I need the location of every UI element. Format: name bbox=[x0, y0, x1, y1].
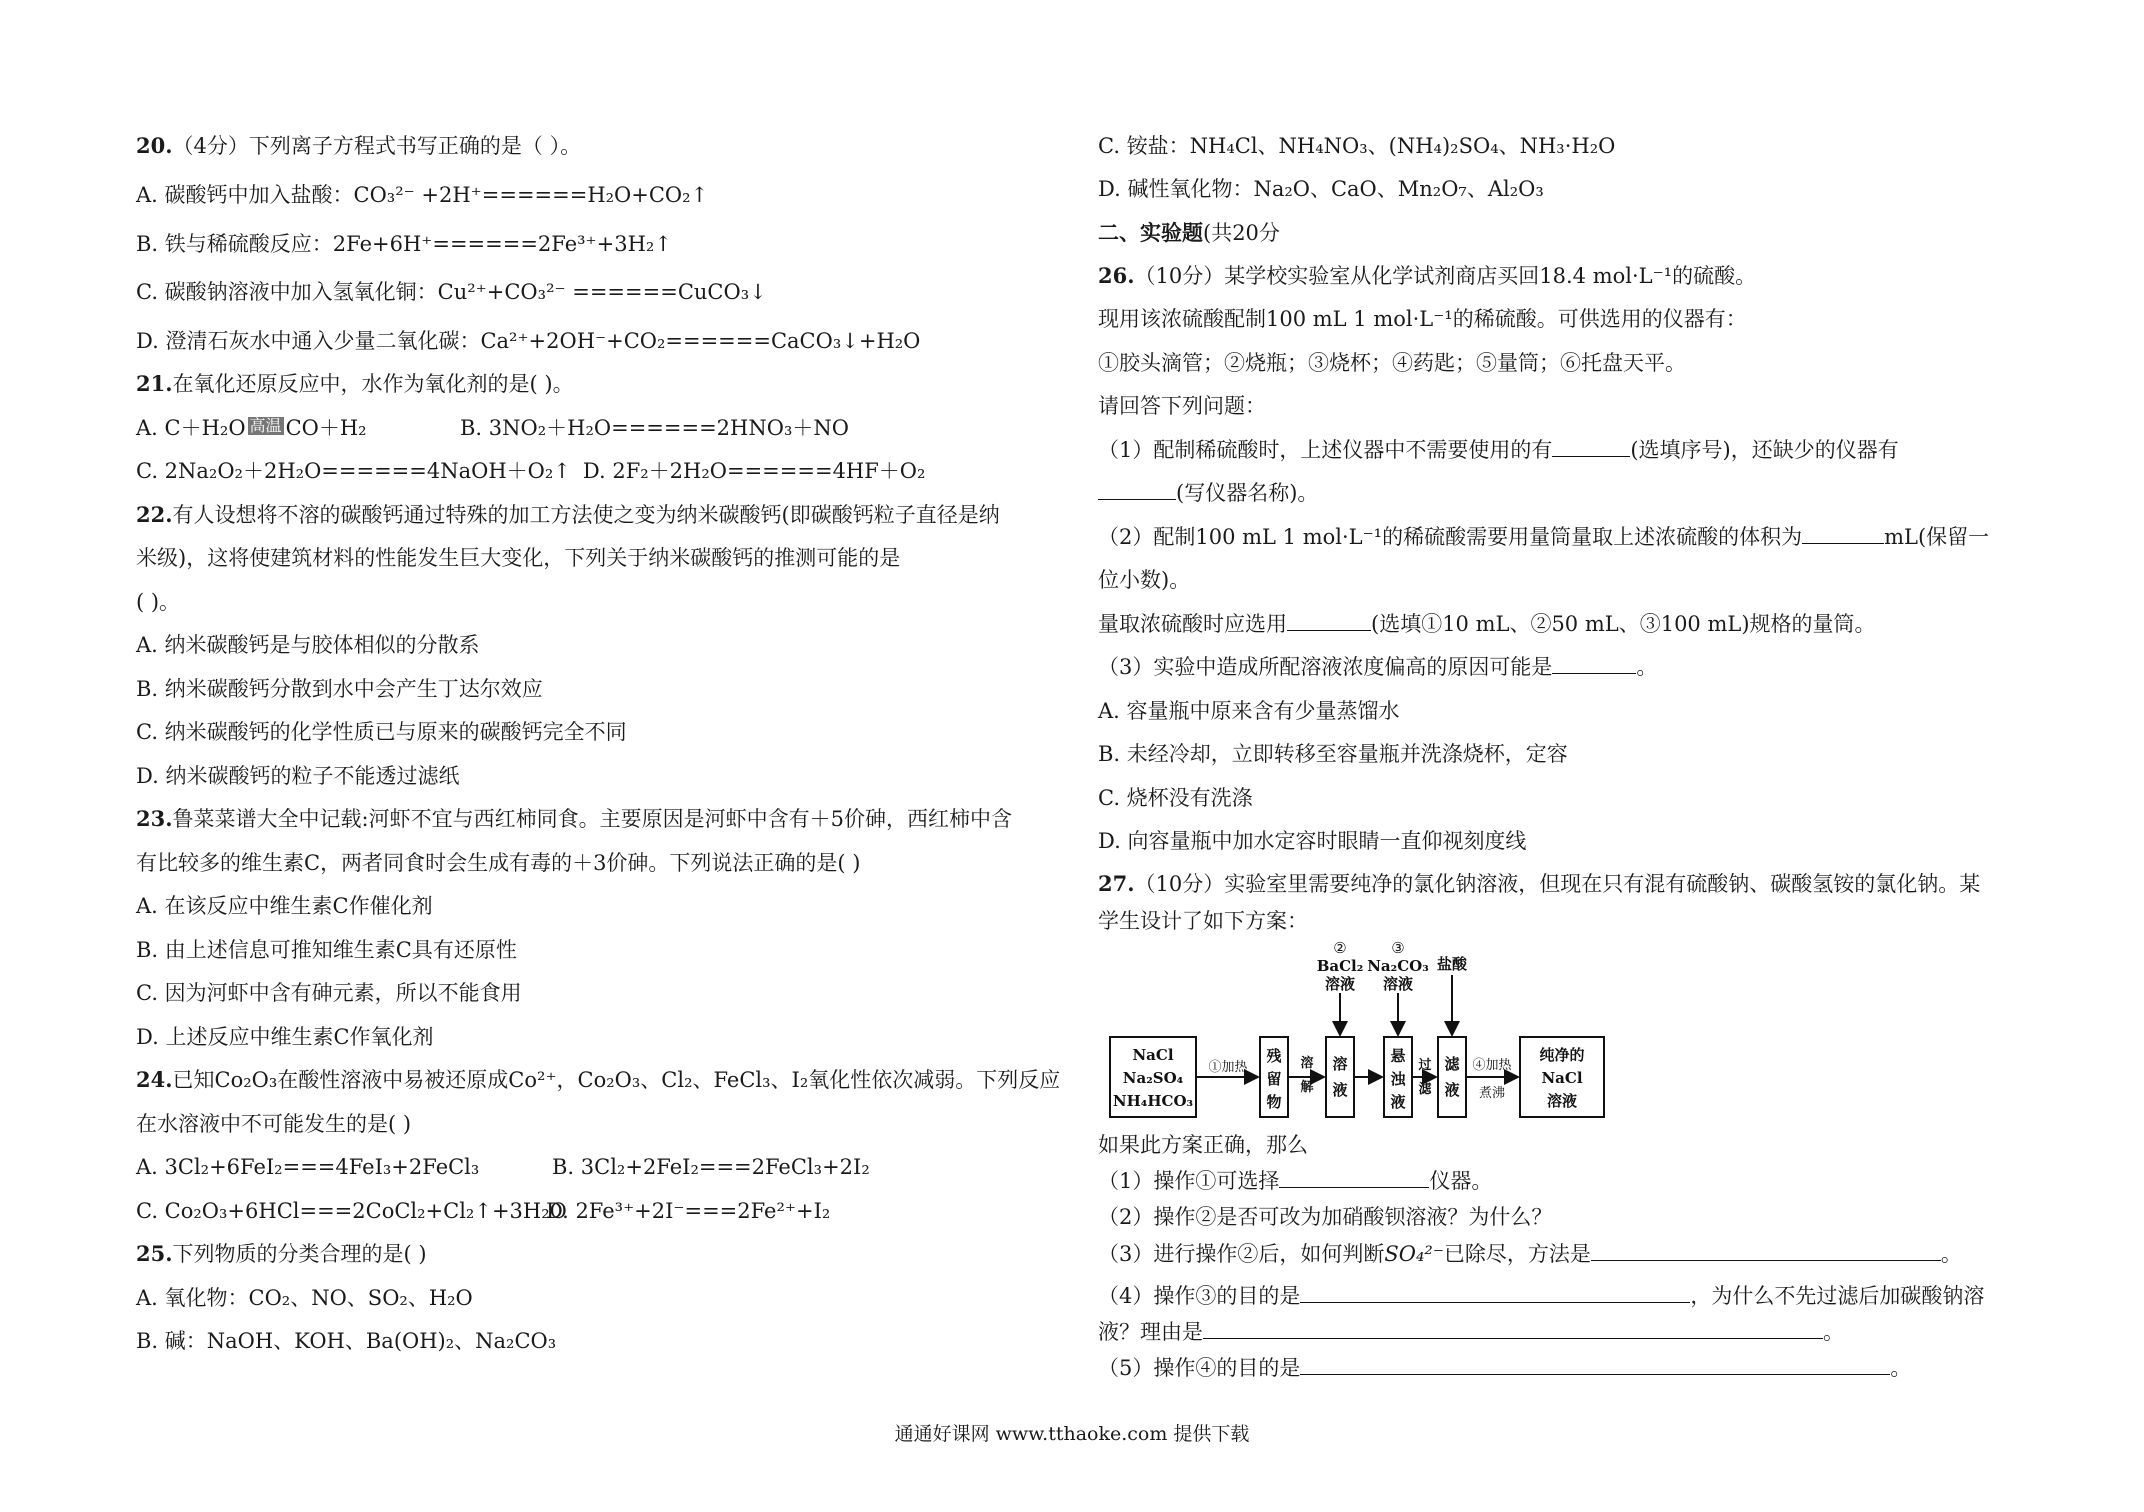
question-20-option-d: D. 澄清石灰水中通入少量二氧化碳：Ca²⁺+2OH⁻+CO₂======CaCO₃↓+H₂O bbox=[136, 329, 921, 353]
question-number: 25. bbox=[136, 1241, 173, 1266]
reagent2-bacl2: BaCl₂ bbox=[1316, 957, 1364, 975]
question-number: 26. bbox=[1098, 263, 1135, 288]
question-text: （10分）实验室里需要纯净的氯化钠溶液，但现在只有混有硫酸钠、碳酸氢铵的氯化钠。某 bbox=[1134, 872, 1981, 896]
answer-blank[interactable] bbox=[1279, 1187, 1429, 1188]
question-27-sub5 bbox=[1098, 1354, 1911, 1382]
sub4-text-2: ，为什么不先过滤后加碳酸钠溶 bbox=[1690, 1284, 1985, 1308]
part3-text-2: 。 bbox=[1636, 655, 1658, 679]
question-26-option-a: A. 容量瓶中原来含有少量蒸馏水 bbox=[1098, 699, 1400, 723]
answer-blank[interactable] bbox=[1552, 673, 1636, 674]
part3-text: （3）实验中造成所配溶液浓度偏高的原因可能是 bbox=[1098, 655, 1553, 679]
sub1-text-2: 仪器。 bbox=[1429, 1169, 1493, 1193]
question-22-option-b: B. 纳米碳酸钙分散到水中会产生丁达尔效应 bbox=[136, 677, 543, 701]
question-23-option-c: C. 因为河虾中含有砷元素，所以不能食用 bbox=[136, 981, 522, 1005]
question-21-option-d: D. 2F₂＋2H₂O======4HF＋O₂ bbox=[582, 459, 926, 483]
question-25-stem bbox=[136, 1240, 427, 1268]
filtrate-char-1: 滤 bbox=[1444, 1055, 1460, 1073]
answer-blank[interactable] bbox=[1591, 1260, 1941, 1261]
op4-heat: ④加热 bbox=[1472, 1058, 1512, 1073]
question-number: 22. bbox=[136, 502, 173, 527]
product-line1: 纯净的 bbox=[1539, 1046, 1585, 1064]
part1-text-2: (选填序号)，还缺少的仪器有 bbox=[1630, 438, 1899, 462]
question-24-option-d: D. 2Fe³⁺+2I⁻===2Fe²⁺+I₂ bbox=[546, 1199, 831, 1223]
part1-text-3: (写仪器名称)。 bbox=[1176, 481, 1319, 505]
question-26-line2: 现用该浓硫酸配制100 mL 1 mol·L⁻¹的稀硫酸。可供选用的仪器有： bbox=[1098, 307, 1747, 331]
section-heading bbox=[1098, 219, 1280, 247]
question-26-instruments: ①胶头滴管；②烧瓶；③烧杯；④药匙；⑤量筒；⑥托盘天平。 bbox=[1098, 351, 1686, 375]
dissolve-char-2: 解 bbox=[1300, 1080, 1314, 1095]
question-20-stem bbox=[136, 132, 581, 160]
part2-text-5: (选填①10 mL、②50 mL、③100 mL)规格的量筒。 bbox=[1371, 612, 1876, 636]
sub4-text-4: 。 bbox=[1823, 1320, 1844, 1344]
sub3-text-2: 已除尽，方法是 bbox=[1443, 1242, 1591, 1266]
question-22-option-a: A. 纳米碳酸钙是与胶体相似的分散系 bbox=[136, 633, 480, 657]
question-text: 有人设想将不溶的碳酸钙通过特殊的加工方法使之变为纳米碳酸钙(即碳酸钙粒子直径是纳 bbox=[172, 503, 1000, 527]
solution-box bbox=[1326, 1037, 1354, 1117]
question-number: 21. bbox=[136, 371, 173, 396]
question-text: 已知Co₂O₃在酸性溶液中易被还原成Co²⁺，Co₂O₃、Cl₂、FeCl₃、I₂氧化性依次减弱。下列反应 bbox=[172, 1068, 1061, 1092]
sub5-text-2: 。 bbox=[1890, 1356, 1912, 1380]
question-26-option-b: B. 未经冷却，立即转移至容量瓶并洗涤烧杯，定容 bbox=[1098, 742, 1568, 766]
reagent2-solution: 溶液 bbox=[1324, 975, 1356, 993]
question-26-option-c: C. 烧杯没有洗涤 bbox=[1098, 786, 1253, 810]
option-a-right: CO＋H₂ bbox=[285, 416, 367, 440]
sub1-text: （1）操作①可选择 bbox=[1098, 1169, 1280, 1193]
reagent3-solution: 溶液 bbox=[1382, 975, 1414, 993]
question-21-options-ab bbox=[136, 414, 1036, 442]
question-text: 在氧化还原反应中，水作为氧化剂的是( )。 bbox=[172, 372, 574, 396]
question-21-option-b: B. 3NO₂＋H₂O======2HNO₃＋NO bbox=[460, 416, 849, 440]
sulfate-ion: SO₄²⁻ bbox=[1384, 1242, 1444, 1266]
question-26-part2-cylinder bbox=[1098, 610, 1876, 638]
question-22-stem-line2: 米级)，这将使建筑材料的性能发生巨大变化，下列关于纳米碳酸钙的推测可能的是 bbox=[136, 546, 901, 570]
answer-blank[interactable] bbox=[1552, 456, 1630, 457]
question-21-options-cd bbox=[136, 457, 925, 485]
start-nh4hco3: NH₄HCO₃ bbox=[1112, 1092, 1194, 1110]
reagent3-na2co3: Na₂CO₃ bbox=[1367, 957, 1429, 975]
question-text: 下列物质的分类合理的是( ) bbox=[172, 1242, 427, 1266]
high-temperature-condition: 高温 bbox=[249, 416, 282, 435]
question-26-option-d: D. 向容量瓶中加水定容时眼睛一直仰视刻度线 bbox=[1098, 829, 1527, 853]
question-24-options-cd bbox=[136, 1197, 1036, 1225]
suspension-char-1: 悬 bbox=[1390, 1047, 1406, 1065]
suspension-char-3: 液 bbox=[1390, 1093, 1406, 1111]
part2-text-2: mL(保留一 bbox=[1884, 525, 1990, 549]
reagent3-number: ③ bbox=[1391, 939, 1405, 957]
answer-blank[interactable] bbox=[1098, 499, 1176, 500]
question-21-stem bbox=[136, 370, 574, 398]
question-text: 鲁菜菜谱大全中记载:河虾不宜与西红柿同食。主要原因是河虾中含有＋5价砷，西红柿中含 bbox=[172, 807, 1012, 831]
sub4-text-3: 液？理由是 bbox=[1098, 1320, 1203, 1344]
question-27-sub1 bbox=[1098, 1167, 1492, 1195]
filter-char-2: 滤 bbox=[1418, 1082, 1432, 1097]
question-26-prompt: 请回答下列问题： bbox=[1098, 394, 1266, 418]
question-23-option-a: A. 在该反应中维生素C作催化剂 bbox=[136, 894, 433, 918]
filtrate-box bbox=[1438, 1037, 1466, 1117]
question-26-part2 bbox=[1098, 523, 1989, 551]
op4-boil: 煮沸 bbox=[1478, 1086, 1506, 1101]
product-nacl: NaCl bbox=[1541, 1069, 1583, 1087]
question-27-sub3 bbox=[1098, 1240, 1962, 1268]
residue-char-3: 物 bbox=[1266, 1093, 1282, 1111]
solution-char-1: 溶 bbox=[1332, 1055, 1348, 1073]
sub3-text: （3）进行操作②后，如何判断 bbox=[1098, 1242, 1385, 1266]
question-25-option-b: B. 碱：NaOH、KOH、Ba(OH)₂、Na₂CO₃ bbox=[136, 1329, 557, 1353]
question-number: 27. bbox=[1098, 871, 1135, 896]
section-points: (共20分 bbox=[1203, 221, 1280, 245]
question-27-condition: 如果此方案正确，那么 bbox=[1098, 1133, 1308, 1157]
question-27-stem-line2: 学生设计了如下方案： bbox=[1098, 909, 1308, 933]
question-text: （10分）某学校实验室从化学试剂商店买回18.4 mol·L⁻¹的硫酸。 bbox=[1134, 264, 1757, 288]
question-27-sub2: （2）操作②是否可改为加硝酸钡溶液？为什么？ bbox=[1098, 1205, 1553, 1229]
answer-blank[interactable] bbox=[1802, 543, 1884, 544]
answer-blank[interactable] bbox=[1287, 630, 1371, 631]
residue-char-1: 残 bbox=[1266, 1047, 1282, 1065]
question-24-options-ab bbox=[136, 1153, 1036, 1181]
question-20-option-a: A. 碳酸钙中加入盐酸：CO₃²⁻ +2H⁺======H₂O+CO₂↑ bbox=[136, 183, 709, 207]
filtrate-char-2: 液 bbox=[1444, 1081, 1460, 1099]
question-22-option-c: C. 纳米碳酸钙的化学性质已与原来的碳酸钙完全不同 bbox=[136, 720, 627, 744]
question-23-stem-line2: 有比较多的维生素C，两者同食时会生成有毒的＋3价砷。下列说法正确的是( ) bbox=[136, 851, 861, 875]
question-21-option-c: C. 2Na₂O₂＋2H₂O======4NaOH＋O₂↑ bbox=[136, 459, 571, 483]
question-27-sub4-cont bbox=[1098, 1318, 1844, 1346]
question-25-option-c: C. 铵盐：NH₄Cl、NH₄NO₃、(NH₄)₂SO₄、NH₃·H₂O bbox=[1098, 134, 1616, 158]
product-solution: 溶液 bbox=[1546, 1092, 1578, 1110]
question-24-stem-line2: 在水溶液中不可能发生的是( ) bbox=[136, 1112, 412, 1136]
hcl-label: 盐酸 bbox=[1436, 955, 1468, 973]
residue-char-2: 留 bbox=[1266, 1070, 1282, 1088]
question-25-option-a: A. 氧化物：CO₂、NO、SO₂、H₂O bbox=[136, 1286, 473, 1310]
question-26-part2-cont: 位小数)。 bbox=[1098, 568, 1191, 592]
reagent2-number: ② bbox=[1333, 939, 1347, 957]
option-a-left: A. C＋H₂O bbox=[136, 416, 246, 440]
question-24-stem-line1 bbox=[136, 1066, 1060, 1094]
question-26-part1-cont bbox=[1098, 479, 1318, 507]
question-23-option-d: D. 上述反应中维生素C作氧化剂 bbox=[136, 1025, 434, 1049]
question-number: 20. bbox=[136, 133, 173, 158]
question-22-stem-line1 bbox=[136, 501, 1000, 529]
answer-blank[interactable] bbox=[1300, 1374, 1890, 1375]
purification-flow-diagram bbox=[1108, 935, 1608, 1125]
question-23-option-b: B. 由上述信息可推知维生素C具有还原性 bbox=[136, 938, 517, 962]
solution-char-2: 液 bbox=[1332, 1081, 1348, 1099]
question-26-part1 bbox=[1098, 436, 1899, 464]
start-nacl: NaCl bbox=[1132, 1046, 1174, 1064]
filter-char-1: 过 bbox=[1418, 1058, 1432, 1073]
question-26-part3 bbox=[1098, 653, 1657, 681]
question-20-option-b: B. 铁与稀硫酸反应：2Fe+6H⁺======2Fe³⁺+3H₂↑ bbox=[136, 232, 672, 256]
question-24-option-b: B. 3Cl₂+2FeI₂===2FeCl₃+2I₂ bbox=[552, 1155, 870, 1179]
sub3-text-3: 。 bbox=[1940, 1242, 1962, 1266]
suspension-char-2: 浊 bbox=[1390, 1070, 1406, 1088]
question-number: 24. bbox=[136, 1067, 173, 1092]
question-22-option-d: D. 纳米碳酸钙的粒子不能透过滤纸 bbox=[136, 764, 460, 788]
page-footer: 通通好课网 www.tthaoke.com 提供下载 bbox=[894, 1423, 1250, 1445]
question-25-option-d: D. 碱性氧化物：Na₂O、CaO、Mn₂O₇、Al₂O₃ bbox=[1098, 177, 1544, 201]
part2-text: （2）配制100 mL 1 mol·L⁻¹的稀硫酸需要用量筒量取上述浓硫酸的体积为 bbox=[1098, 525, 1803, 549]
answer-blank[interactable] bbox=[1300, 1302, 1690, 1303]
question-text: （4分）下列离子方程式书写正确的是（ ）。 bbox=[172, 134, 582, 158]
section-title: 二、实验题 bbox=[1098, 220, 1203, 245]
op1-label: ①加热 bbox=[1208, 1060, 1248, 1075]
question-24-option-a: A. 3Cl₂+6FeI₂===4FeI₃+2FeCl₃ bbox=[136, 1155, 480, 1179]
question-20-option-c: C. 碳酸钠溶液中加入氢氧化铜：Cu²⁺+CO₃²⁻ ======CuCO₃↓ bbox=[136, 280, 767, 304]
question-26-stem bbox=[1098, 262, 1756, 290]
sub5-text: （5）操作④的目的是 bbox=[1098, 1356, 1301, 1380]
question-23-stem-line1 bbox=[136, 805, 1012, 833]
question-21-option-a bbox=[136, 414, 367, 442]
sub4-text: （4）操作③的目的是 bbox=[1098, 1284, 1301, 1308]
start-na2so4: Na₂SO₄ bbox=[1122, 1069, 1184, 1087]
dissolve-char-1: 溶 bbox=[1300, 1056, 1314, 1071]
question-number: 23. bbox=[136, 806, 173, 831]
question-27-stem-line1 bbox=[1098, 870, 1980, 898]
question-27-sub4 bbox=[1098, 1282, 1984, 1310]
part1-text: （1）配制稀硫酸时，上述仪器中不需要使用的有 bbox=[1098, 438, 1553, 462]
question-22-stem-line3: ( )。 bbox=[136, 590, 181, 614]
part2-text-4: 量取浓硫酸时应选用 bbox=[1098, 612, 1287, 636]
answer-blank[interactable] bbox=[1203, 1338, 1823, 1339]
question-24-option-c: C. Co₂O₃+6HCl===2CoCl₂+Cl₂↑+3H₂O bbox=[136, 1199, 567, 1223]
